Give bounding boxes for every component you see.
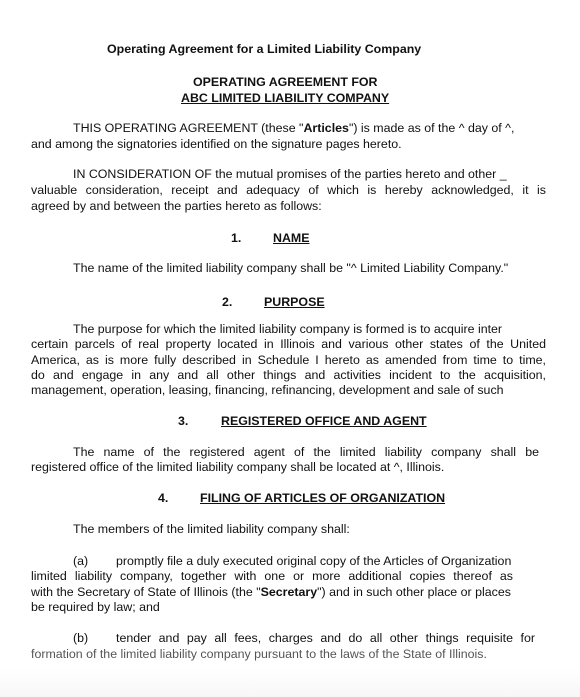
intro-defined-term: Articles bbox=[303, 121, 349, 135]
intro-line-1 bbox=[73, 121, 514, 136]
section-1-number: 1. bbox=[231, 231, 242, 245]
agreement-title-line1: OPERATING AGREEMENT FOR bbox=[193, 75, 378, 89]
intro-text-a: THIS OPERATING AGREEMENT (these " bbox=[73, 121, 304, 135]
section-2-line-5: management, operation, leasing, financing, refinancing, development and sale of such bbox=[31, 383, 504, 397]
section-3-line-2: registered office of the limited liability company shall be located at ^, Illinois. bbox=[31, 460, 445, 474]
item-a-label: (a) bbox=[73, 554, 89, 568]
item-a-text-a: with the Secretary of State of Illinois (the " bbox=[31, 585, 261, 599]
item-a-line-3 bbox=[31, 585, 511, 600]
item-a-defined-term: Secretary bbox=[260, 585, 318, 599]
consideration-line-1: IN CONSIDERATION OF the mutual promises of the parties hereto and other _ bbox=[73, 167, 507, 181]
section-3-line-1: The name of the registered agent of the limited liability company shall be bbox=[73, 445, 539, 459]
section-1-text: The name of the limited liability company shall be "^ Limited Liability Company." bbox=[73, 261, 509, 275]
page-bottom-fade bbox=[0, 668, 580, 697]
section-4-title: FILING OF ARTICLES OF ORGANIZATION bbox=[200, 491, 446, 505]
intro-line-2: and among the signatories identified on the signature pages hereto. bbox=[31, 137, 402, 151]
section-2-line-2: certain parcels of real property located in Illinois and various other states of the United bbox=[31, 337, 546, 351]
consideration-line-3: agreed by and between the parties hereto as follows: bbox=[31, 199, 322, 213]
section-2-number: 2. bbox=[222, 295, 233, 309]
intro-text-b: ") is made as of the ^ day of ^, bbox=[348, 121, 515, 135]
section-1-title: NAME bbox=[273, 231, 310, 245]
item-b-line-2: formation of the limited liability company pursuant to the laws of the State of Illinois. bbox=[31, 647, 487, 661]
section-3-title: REGISTERED OFFICE AND AGENT bbox=[221, 414, 427, 428]
item-b-line-1: tender and pay all fees, charges and do all other things requisite for bbox=[116, 631, 535, 645]
item-a-line-1: promptly file a duly executed original copy of the Articles of Organization bbox=[116, 554, 512, 568]
agreement-title-line2: ABC LIMITED LIABILITY COMPANY bbox=[181, 91, 390, 105]
section-2-line-4: do and engage in any and all other things and activities incident to the acquisition, bbox=[31, 368, 546, 382]
consideration-line-2: valuable consideration, receipt and adequacy of which is hereby acknowledged, it is bbox=[31, 183, 546, 197]
item-a-text-b: ") and in such other place or places bbox=[317, 585, 511, 599]
document-header: Operating Agreement for a Limited Liability Company bbox=[107, 42, 422, 56]
item-b-label: (b) bbox=[73, 631, 89, 645]
section-2-line-1: The purpose for which the limited liability company is formed is to acquire inter bbox=[73, 322, 503, 336]
item-a-line-4: be required by law; and bbox=[31, 600, 160, 614]
section-4-number: 4. bbox=[158, 491, 169, 505]
section-3-number: 3. bbox=[178, 414, 189, 428]
section-2-line-3: America, as is more fully described in Schedule I hereto as amended from time to time, bbox=[31, 353, 546, 367]
section-4-text: The members of the limited liability company shall: bbox=[73, 522, 350, 536]
section-2-title: PURPOSE bbox=[264, 295, 325, 309]
item-a-line-2: limited liability company, together with one or more additional copies thereof as bbox=[31, 569, 513, 583]
